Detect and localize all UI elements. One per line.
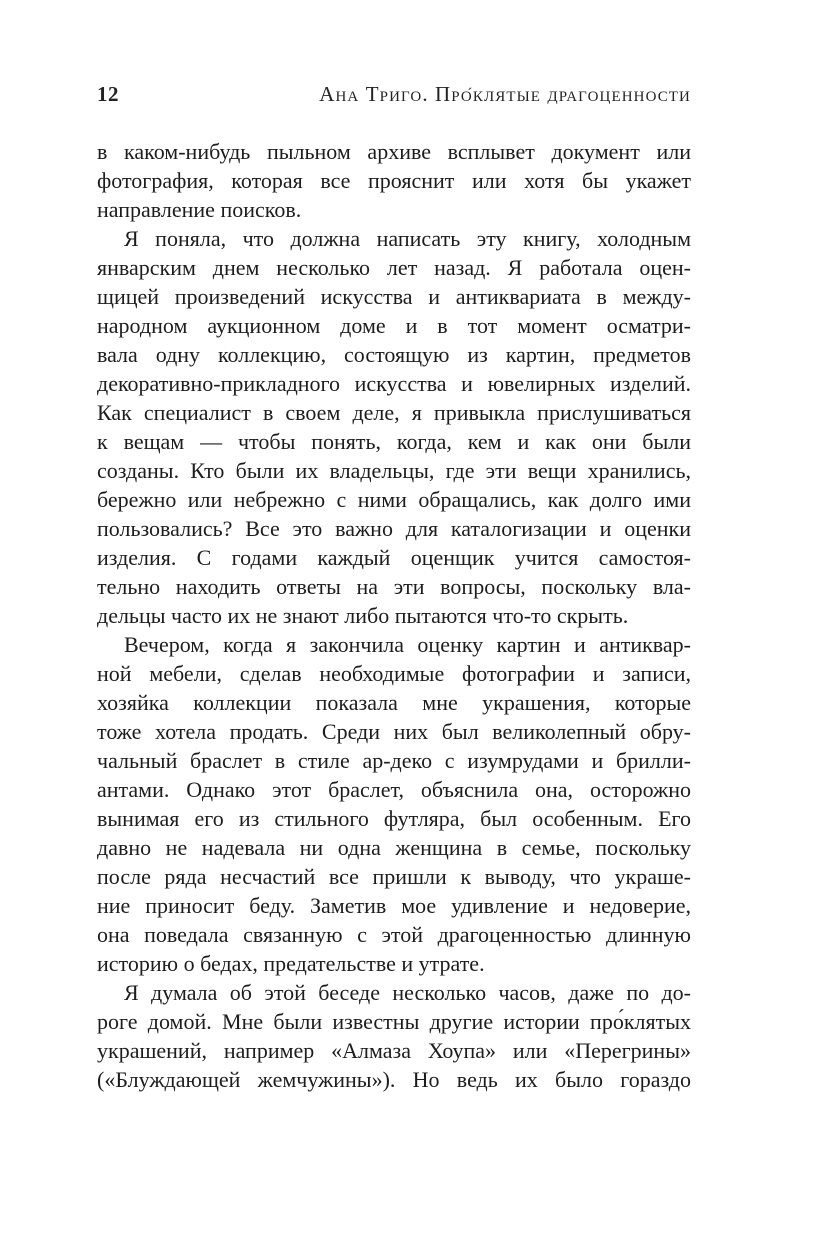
page-number: 12 <box>97 82 119 106</box>
text-line: («Блуждающей жемчужины»). Но ведь их было гораздо <box>97 1067 691 1092</box>
text-block <box>97 137 691 1094</box>
text-line: Вечером, когда я закончила оценку картин и антиквар- <box>124 632 691 657</box>
text-line: ной мебели, сделав необходимые фотографии и записи, <box>97 661 691 686</box>
text-line: тоже хотела продать. Среди них был великолепный обру- <box>97 719 691 744</box>
text-line: созданы. Кто были их владельцы, где эти вещи хранились, <box>97 458 691 483</box>
text-line: она поведала связанную с этой драгоценностью длинную <box>97 922 691 947</box>
text-line: к вещам — чтобы понять, когда, кем и как они были <box>97 429 691 454</box>
text-line: историю о бедах, предательстве и утрате. <box>97 951 485 976</box>
text-line: декоративно-прикладного искусства и ювелирных изделий. <box>97 371 691 396</box>
running-header <box>97 82 691 107</box>
text-line: фотография, которая все прояснит или хотя бы укажет <box>97 168 691 193</box>
text-line: украшений, например «Алмаза Хоупа» или «Перегрины» <box>97 1038 691 1063</box>
text-line: тельно находить ответы на эти вопросы, поскольку вла- <box>97 574 691 599</box>
text-line: дельцы часто их не знают либо пытаются что-то скрыть. <box>97 603 629 628</box>
text-line: вала одну коллекцию, состоящую из картин, предметов <box>97 342 691 367</box>
text-line: в каком-нибудь пыльном архиве всплывет документ или <box>97 139 691 164</box>
running-head-title: Ана Триго. Про́клятые драгоценности <box>319 82 691 106</box>
text-line: ние приносит беду. Заметив мое удивление и недоверие, <box>97 893 691 918</box>
text-line: народном аукционном доме и в тот момент осматри- <box>97 313 691 338</box>
text-line: пользовались? Все это важно для каталогизации и оценки <box>97 516 691 541</box>
text-line: январским днем несколько лет назад. Я работала оцен- <box>97 255 691 280</box>
text-line: роге домой. Мне были известны другие истории про́клятых <box>97 1009 691 1034</box>
text-line: направление поисков. <box>97 197 302 222</box>
text-line: вынимая его из стильного футляра, был особенным. Его <box>97 806 691 831</box>
text-line: после ряда несчастий все пришли к выводу, что украше- <box>97 864 691 889</box>
text-line: чальный браслет в стиле ар-деко с изумрудами и брилли- <box>97 748 691 773</box>
text-line: Я поняла, что должна написать эту книгу, холодным <box>124 226 691 251</box>
text-line: Я думала об этой беседе несколько часов, даже по до- <box>124 980 691 1005</box>
text-line: бережно или небрежно с ними обращались, как долго ими <box>97 487 691 512</box>
text-line: изделия. С годами каждый оценщик учится самостоя- <box>97 545 691 570</box>
text-line: антами. Однако этот браслет, объяснила она, осторожно <box>97 777 691 802</box>
text-line: давно не надевала ни одна женщина в семье, поскольку <box>97 835 691 860</box>
text-line: хозяйка коллекции показала мне украшения, которые <box>97 690 691 715</box>
text-line: Как специалист в своем деле, я привыкла прислушиваться <box>97 400 691 425</box>
text-line: щицей произведений искусства и антиквариата в между- <box>97 284 691 309</box>
